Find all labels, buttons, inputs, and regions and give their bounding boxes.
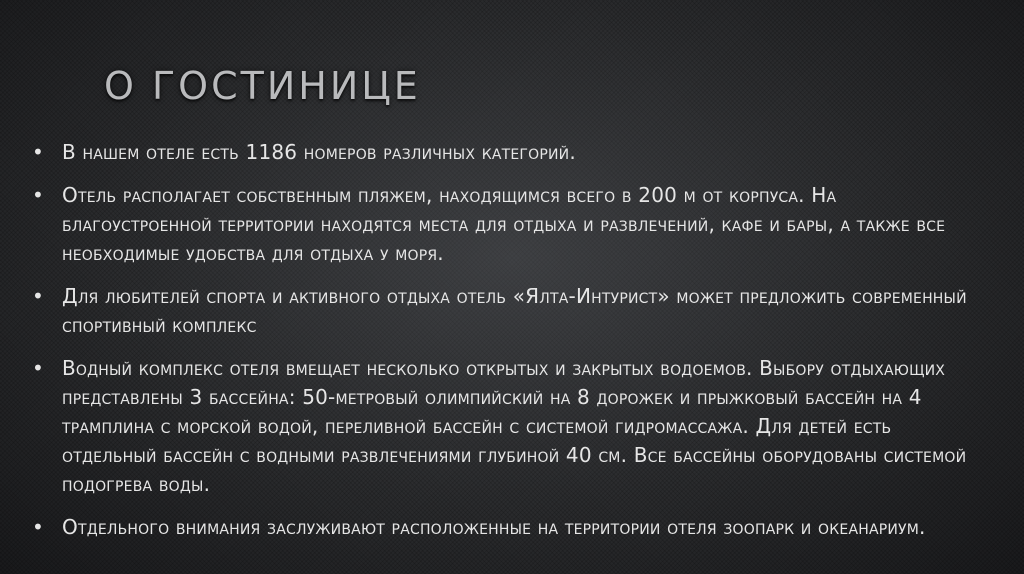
- bullet-dot-icon: •: [32, 515, 44, 539]
- bullet-item: [32, 138, 992, 167]
- bullet-dot-icon: •: [32, 183, 44, 207]
- bullet-dot-icon: •: [32, 140, 44, 164]
- slide-title: О ГОСТИНИЦЕ: [104, 64, 421, 108]
- bullet-list: [32, 138, 992, 556]
- bullet-text: Для любителей спорта и активного отдыха отель «Ялта-Интурист» может предложить современный спортивный комплекс: [62, 284, 967, 337]
- bullet-item: [32, 354, 992, 499]
- bullet-text: Отель располагает собственным пляжем, находящимся всего в 200 м от корпуса. На благоустроенной территории находятся места для отдыха и развлечений, кафе и бары, а также все необходимые удобства для отдыха у моря.: [62, 183, 946, 265]
- bullet-item: [32, 282, 992, 340]
- bullet-dot-icon: •: [32, 284, 44, 308]
- bullet-item: [32, 181, 992, 268]
- bullet-text: В нашем отеле есть 1186 номеров различных категорий.: [62, 140, 576, 164]
- bullet-dot-icon: •: [32, 356, 44, 380]
- bullet-text: Водный комплекс отеля вмещает несколько открытых и закрытых водоемов. Выбору отдыхающих представлены 3 бассейна: 50-метровый олимпийский на 8 дорожек и прыжковый бассейн на 4 трамплина с морской водой, переливной бассейн с системой гидромассажа. Для детей есть отдельный бассейн с водными развлечениями глубиной 40 см. Все бассейны оборудованы системой подогрева воды.: [62, 356, 967, 496]
- bullet-item: [32, 513, 992, 542]
- bullet-text: Отдельного внимания заслуживают расположенные на территории отеля зоопарк и океанариум.: [62, 515, 926, 539]
